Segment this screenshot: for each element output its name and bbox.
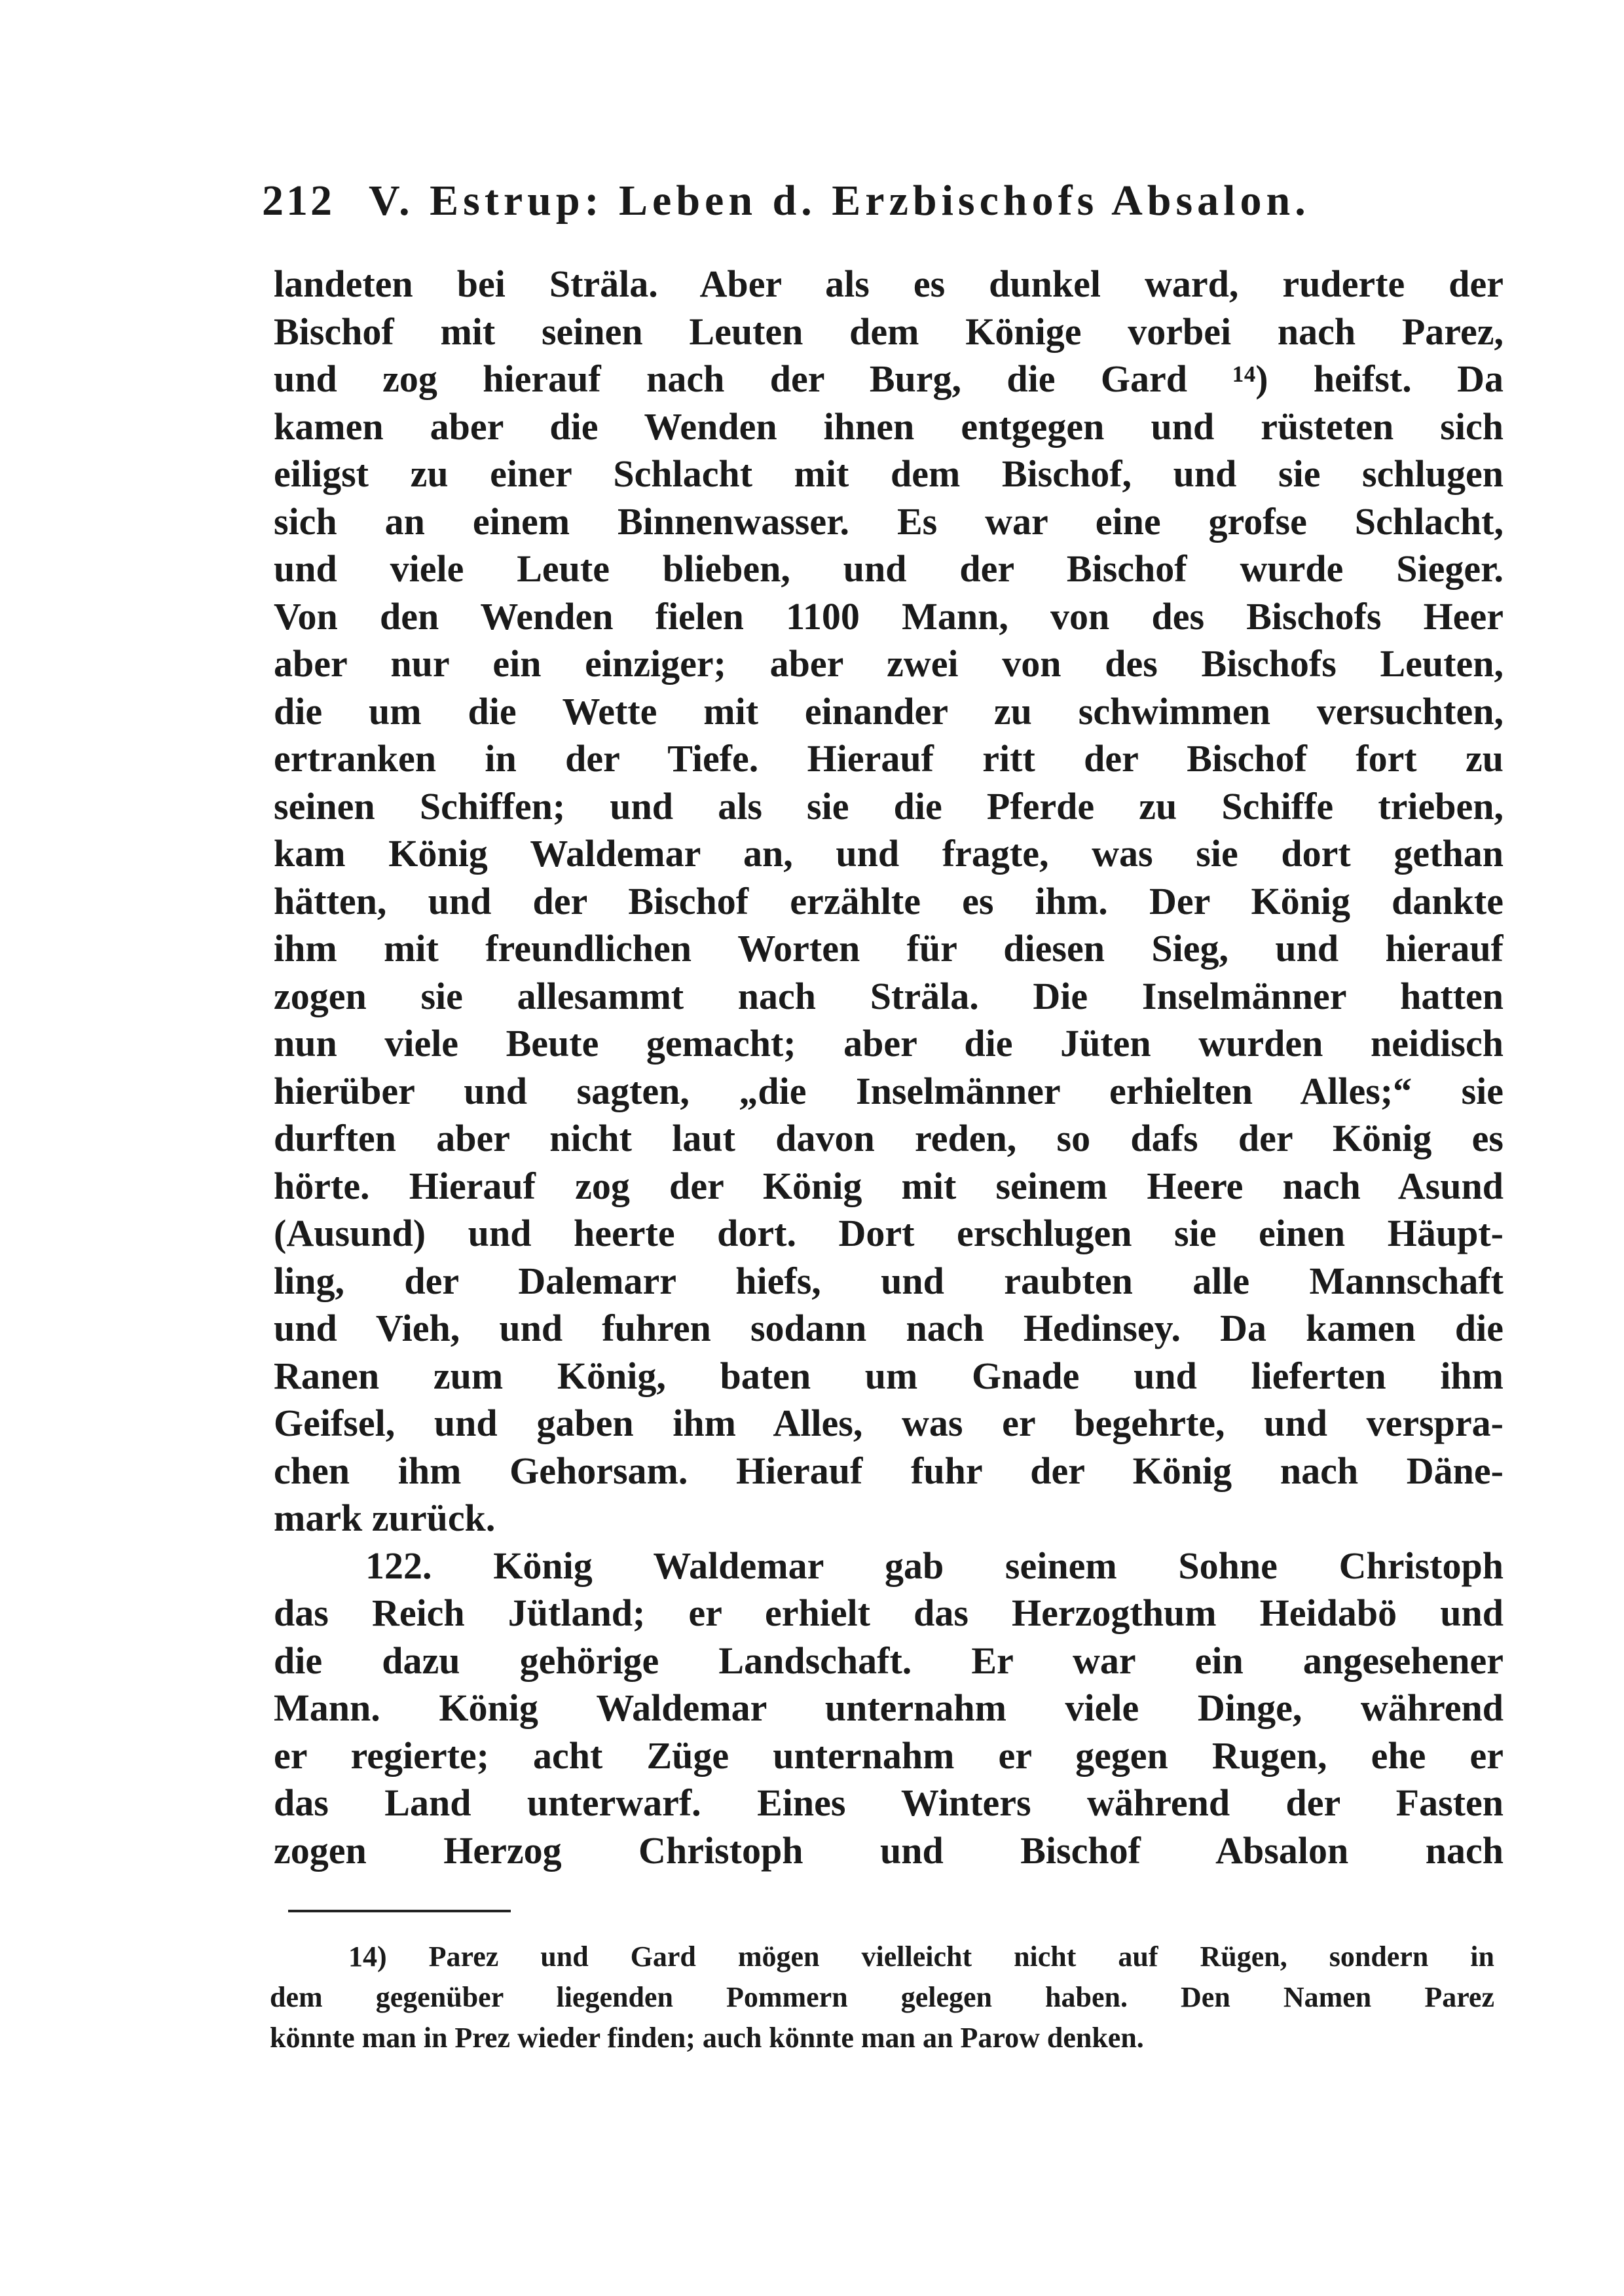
text-line: landeten bei Sträla. Aber als es dunkel ward, ruderte der [274, 263, 1504, 305]
body-text [274, 261, 1504, 1874]
text-line: und viele Leute blieben, und der Bischof wurde Sieger. [274, 547, 1504, 590]
footnote-line: 14) Parez und Gard mögen vielleicht nicht auf Rügen, sondern in [348, 1941, 1494, 1973]
text-line: die dazu gehörige Landschaft. Er war ein angesehener [274, 1639, 1504, 1682]
text-line: kam König Waldemar an, und fragte, was sie dort gethan [274, 832, 1504, 875]
text-line: Mann. König Waldemar unternahm viele Dinge, während [274, 1686, 1504, 1729]
text-line: sich an einem Binnenwasser. Es war eine grofse Schlacht, [274, 500, 1504, 543]
footnote-line: könnte man in Prez wieder finden; auch könnte man an Parow denken. [270, 2022, 1144, 2054]
text-line: nun viele Beute gemacht; aber die Jüten wurden neidisch [274, 1022, 1504, 1065]
text-line: Geifsel, und gaben ihm Alles, was er begehrte, und verspra- [274, 1402, 1504, 1444]
text-line: durften aber nicht laut davon reden, so dafs der König es [274, 1117, 1504, 1159]
running-head [262, 172, 1473, 230]
text-line: und Vieh, und fuhren sodann nach Hedinsey. Da kamen die [274, 1307, 1504, 1349]
text-line: hätten, und der Bischof erzählte es ihm. Der König dankte [274, 879, 1504, 922]
text-line: zogen Herzog Christoph und Bischof Absalon nach [274, 1829, 1504, 1872]
text-line: Bischof mit seinen Leuten dem Könige vorbei nach Parez, [274, 310, 1504, 353]
text-line: ihm mit freundlichen Worten für diesen Sieg, und hierauf [274, 927, 1504, 970]
text-line: eiligst zu einer Schlacht mit dem Bischof, und sie schlugen [274, 452, 1504, 495]
footnotes [270, 1937, 1494, 2058]
footnote-line: dem gegenüber liegenden Pommern gelegen haben. Den Namen Parez [270, 1981, 1494, 2013]
text-line: Von den Wenden fielen 1100 Mann, von des Bischofs Heer [274, 594, 1504, 638]
footnote-rule [288, 1910, 511, 1912]
text-line: seinen Schiffen; und als sie die Pferde zu Schiffe trieben, [274, 784, 1504, 828]
text-line: Ranen zum König, baten um Gnade und lieferten ihm [274, 1354, 1504, 1397]
text-line: hierüber und sagten, „die Inselmänner erhielten Alles;“ sie [274, 1069, 1504, 1112]
text-line: kamen aber die Wenden ihnen entgegen und rüsteten sich [274, 405, 1504, 448]
text-line: zogen sie allesammt nach Sträla. Die Inselmänner hatten [274, 974, 1504, 1017]
text-line: (Ausund) und heerte dort. Dort erschlugen sie einen Häupt- [274, 1212, 1504, 1254]
text-line: er regierte; acht Züge unternahm er gegen Rugen, ehe er [274, 1734, 1504, 1777]
text-line: das Reich Jütland; er erhielt das Herzogthum Heidabö und [274, 1592, 1504, 1634]
text-line: hörte. Hierauf zog der König mit seinem Heere nach Asund [274, 1164, 1504, 1207]
text-line: die um die Wette mit einander zu schwimmen versuchten, [274, 689, 1504, 733]
text-line: chen ihm Gehorsam. Hierauf fuhr der König nach Däne- [274, 1449, 1504, 1492]
text-line: und zog hierauf nach der Burg, die Gard ¹⁴) heifst. Da [274, 357, 1504, 400]
text-line: ling, der Dalemarr hiefs, und raubten alle Mannschaft [274, 1259, 1504, 1302]
page-number: 212 [262, 177, 335, 225]
section-start-line: 122. König Waldemar gab seinem Sohne Christoph [365, 1544, 1504, 1587]
text-line: mark zurück. [274, 1497, 496, 1539]
text-line: aber nur ein einziger; aber zwei von des Bischofs Leuten, [274, 642, 1504, 685]
running-title: V. Estrup: Leben d. Erzbischofs Absalon. [369, 177, 1310, 225]
text-line: das Land unterwarf. Eines Winters während der Fasten [274, 1781, 1504, 1824]
text-line: ertranken in der Tiefe. Hierauf ritt der Bischof fort zu [274, 737, 1504, 780]
